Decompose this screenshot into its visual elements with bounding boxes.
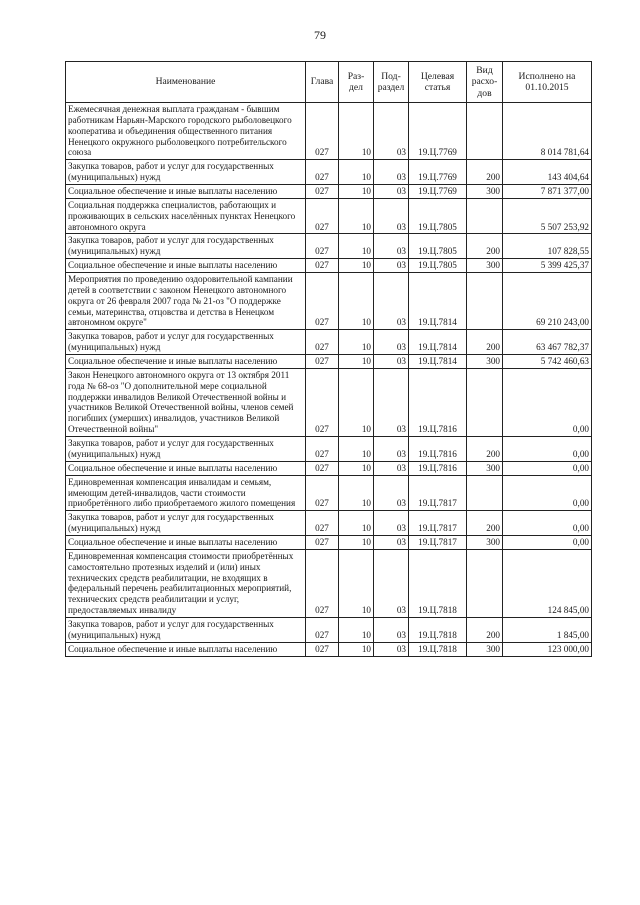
table-row bbox=[66, 259, 592, 273]
row-chapter: 027 bbox=[306, 475, 339, 511]
header-expense-type: Вид расхо- дов bbox=[467, 62, 503, 103]
row-name: Закупка товаров, работ и услуг для государственных (муниципальных) нужд bbox=[66, 511, 306, 536]
row-chapter: 027 bbox=[306, 330, 339, 355]
row-chapter: 027 bbox=[306, 198, 339, 234]
row-chapter: 027 bbox=[306, 103, 339, 160]
row-target-item: 19.Ц.7805 bbox=[409, 259, 467, 273]
table-row bbox=[66, 461, 592, 475]
row-target-item: 19.Ц.7817 bbox=[409, 475, 467, 511]
row-expense-type: 300 bbox=[467, 355, 503, 369]
row-section: 10 bbox=[339, 330, 374, 355]
row-name: Социальное обеспечение и иные выплаты населению bbox=[66, 259, 306, 273]
row-name: Единовременная компенсация инвалидам и семьям, имеющим детей-инвалидов, части стоимости приобретённого либо приобретаемого жилого помещения bbox=[66, 475, 306, 511]
header-section: Раз- дел bbox=[339, 62, 374, 103]
row-target-item: 19.Ц.7818 bbox=[409, 642, 467, 656]
row-expense-type: 200 bbox=[467, 234, 503, 259]
row-target-item: 19.Ц.7769 bbox=[409, 103, 467, 160]
row-amount: 7 871 377,00 bbox=[503, 185, 592, 199]
row-name: Закон Ненецкого автономного округа от 13 октября 2011 года № 68-оз "О дополнительной мере социальной поддержки инвалидов Великой Отечественной войны и участников Великой Отечественной войны, членов семей погибших (умерших) инвалидов, участников Великой Отечественной войны" bbox=[66, 368, 306, 436]
row-chapter: 027 bbox=[306, 437, 339, 462]
row-amount: 0,00 bbox=[503, 475, 592, 511]
row-target-item: 19.Ц.7805 bbox=[409, 234, 467, 259]
row-expense-type bbox=[467, 273, 503, 330]
row-expense-type: 300 bbox=[467, 461, 503, 475]
row-section: 10 bbox=[339, 535, 374, 549]
row-section: 10 bbox=[339, 198, 374, 234]
row-expense-type: 300 bbox=[467, 642, 503, 656]
row-subsection: 03 bbox=[374, 461, 409, 475]
table-row bbox=[66, 437, 592, 462]
header-executed: Исполнено на 01.10.2015 bbox=[503, 62, 592, 103]
row-subsection: 03 bbox=[374, 437, 409, 462]
table-row bbox=[66, 103, 592, 160]
header-subsection: Под- раздел bbox=[374, 62, 409, 103]
row-subsection: 03 bbox=[374, 160, 409, 185]
row-subsection: 03 bbox=[374, 330, 409, 355]
row-amount: 0,00 bbox=[503, 535, 592, 549]
row-subsection: 03 bbox=[374, 103, 409, 160]
header-target-item: Целевая статья bbox=[409, 62, 467, 103]
row-target-item: 19.Ц.7818 bbox=[409, 617, 467, 642]
table-row bbox=[66, 549, 592, 617]
table-row bbox=[66, 234, 592, 259]
row-expense-type: 200 bbox=[467, 160, 503, 185]
row-expense-type bbox=[467, 103, 503, 160]
row-name: Закупка товаров, работ и услуг для государственных (муниципальных) нужд bbox=[66, 617, 306, 642]
row-section: 10 bbox=[339, 273, 374, 330]
row-chapter: 027 bbox=[306, 511, 339, 536]
row-amount: 0,00 bbox=[503, 461, 592, 475]
row-section: 10 bbox=[339, 549, 374, 617]
row-amount: 107 828,55 bbox=[503, 234, 592, 259]
table-row bbox=[66, 198, 592, 234]
row-target-item: 19.Ц.7817 bbox=[409, 511, 467, 536]
row-section: 10 bbox=[339, 160, 374, 185]
row-chapter: 027 bbox=[306, 642, 339, 656]
row-name: Закупка товаров, работ и услуг для государственных (муниципальных) нужд bbox=[66, 330, 306, 355]
row-amount: 69 210 243,00 bbox=[503, 273, 592, 330]
row-expense-type bbox=[467, 198, 503, 234]
row-amount: 63 467 782,37 bbox=[503, 330, 592, 355]
row-expense-type bbox=[467, 549, 503, 617]
row-amount: 143 404,64 bbox=[503, 160, 592, 185]
row-section: 10 bbox=[339, 355, 374, 369]
row-chapter: 027 bbox=[306, 535, 339, 549]
page-number: 79 bbox=[314, 28, 326, 42]
table-row bbox=[66, 511, 592, 536]
row-expense-type: 300 bbox=[467, 259, 503, 273]
row-target-item: 19.Ц.7816 bbox=[409, 461, 467, 475]
row-section: 10 bbox=[339, 234, 374, 259]
row-amount: 5 742 460,63 bbox=[503, 355, 592, 369]
row-name: Социальное обеспечение и иные выплаты населению bbox=[66, 535, 306, 549]
row-section: 10 bbox=[339, 368, 374, 436]
row-target-item: 19.Ц.7814 bbox=[409, 273, 467, 330]
row-target-item: 19.Ц.7817 bbox=[409, 535, 467, 549]
row-chapter: 027 bbox=[306, 549, 339, 617]
row-target-item: 19.Ц.7769 bbox=[409, 185, 467, 199]
row-expense-type bbox=[467, 475, 503, 511]
row-section: 10 bbox=[339, 475, 374, 511]
row-subsection: 03 bbox=[374, 185, 409, 199]
row-section: 10 bbox=[339, 259, 374, 273]
row-section: 10 bbox=[339, 437, 374, 462]
row-subsection: 03 bbox=[374, 259, 409, 273]
row-target-item: 19.Ц.7814 bbox=[409, 355, 467, 369]
row-expense-type: 200 bbox=[467, 437, 503, 462]
row-amount: 123 000,00 bbox=[503, 642, 592, 656]
row-subsection: 03 bbox=[374, 535, 409, 549]
table-row bbox=[66, 160, 592, 185]
row-name: Ежемесячная денежная выплата гражданам - бывшим работникам Нарьян-Марского городского рыболовецкого кооператива и объединения общественного питания Ненецкого окружного рыболовецкого потребительского союза bbox=[66, 103, 306, 160]
row-expense-type: 300 bbox=[467, 535, 503, 549]
row-expense-type: 300 bbox=[467, 185, 503, 199]
table-row bbox=[66, 368, 592, 436]
row-expense-type bbox=[467, 368, 503, 436]
row-target-item: 19.Ц.7814 bbox=[409, 330, 467, 355]
budget-table bbox=[65, 61, 592, 657]
row-expense-type: 200 bbox=[467, 511, 503, 536]
row-section: 10 bbox=[339, 185, 374, 199]
table-row bbox=[66, 617, 592, 642]
header-chapter: Глава bbox=[306, 62, 339, 103]
row-amount: 5 399 425,37 bbox=[503, 259, 592, 273]
row-chapter: 027 bbox=[306, 160, 339, 185]
row-subsection: 03 bbox=[374, 234, 409, 259]
row-amount: 0,00 bbox=[503, 437, 592, 462]
row-subsection: 03 bbox=[374, 511, 409, 536]
row-target-item: 19.Ц.7816 bbox=[409, 437, 467, 462]
row-name: Единовременная компенсация стоимости приобретённых самостоятельно протезных изделий и (или) иных технических средств реабилитации, не входящих в федеральный перечень реабилитационных мероприятий, технических средств реабилитации и услуг, предоставляемых инвалиду bbox=[66, 549, 306, 617]
row-subsection: 03 bbox=[374, 617, 409, 642]
table-row bbox=[66, 642, 592, 656]
table-row bbox=[66, 330, 592, 355]
row-section: 10 bbox=[339, 511, 374, 536]
table-header-row bbox=[66, 62, 592, 103]
row-name: Закупка товаров, работ и услуг для государственных (муниципальных) нужд bbox=[66, 234, 306, 259]
row-name: Социальное обеспечение и иные выплаты населению bbox=[66, 461, 306, 475]
row-chapter: 027 bbox=[306, 355, 339, 369]
row-chapter: 027 bbox=[306, 259, 339, 273]
table-row bbox=[66, 273, 592, 330]
table-row bbox=[66, 475, 592, 511]
row-name: Социальное обеспечение и иные выплаты населению bbox=[66, 355, 306, 369]
row-subsection: 03 bbox=[374, 642, 409, 656]
row-name: Социальное обеспечение и иные выплаты населению bbox=[66, 642, 306, 656]
row-name: Мероприятия по проведению оздоровительной кампании детей в соответствии с законом Ненецкого автономного округа от 26 февраля 2007 года № 21-оз "О поддержке семьи, материнства, отцовства и детства в Ненецком автономном округе" bbox=[66, 273, 306, 330]
row-subsection: 03 bbox=[374, 273, 409, 330]
row-subsection: 03 bbox=[374, 198, 409, 234]
header-name: Наименование bbox=[66, 62, 306, 103]
row-chapter: 027 bbox=[306, 234, 339, 259]
row-amount: 5 507 253,92 bbox=[503, 198, 592, 234]
row-target-item: 19.Ц.7805 bbox=[409, 198, 467, 234]
row-amount: 1 845,00 bbox=[503, 617, 592, 642]
row-subsection: 03 bbox=[374, 368, 409, 436]
table-row bbox=[66, 185, 592, 199]
row-amount: 0,00 bbox=[503, 368, 592, 436]
row-subsection: 03 bbox=[374, 549, 409, 617]
row-target-item: 19.Ц.7769 bbox=[409, 160, 467, 185]
row-section: 10 bbox=[339, 461, 374, 475]
row-chapter: 027 bbox=[306, 617, 339, 642]
row-target-item: 19.Ц.7816 bbox=[409, 368, 467, 436]
row-chapter: 027 bbox=[306, 185, 339, 199]
row-section: 10 bbox=[339, 617, 374, 642]
table-body bbox=[66, 103, 592, 657]
row-target-item: 19.Ц.7818 bbox=[409, 549, 467, 617]
row-amount: 124 845,00 bbox=[503, 549, 592, 617]
row-section: 10 bbox=[339, 642, 374, 656]
row-subsection: 03 bbox=[374, 475, 409, 511]
table-row bbox=[66, 355, 592, 369]
row-chapter: 027 bbox=[306, 461, 339, 475]
row-name: Социальное обеспечение и иные выплаты населению bbox=[66, 185, 306, 199]
row-subsection: 03 bbox=[374, 355, 409, 369]
row-amount: 0,00 bbox=[503, 511, 592, 536]
row-section: 10 bbox=[339, 103, 374, 160]
row-amount: 8 014 781,64 bbox=[503, 103, 592, 160]
row-expense-type: 200 bbox=[467, 330, 503, 355]
row-chapter: 027 bbox=[306, 273, 339, 330]
row-expense-type: 200 bbox=[467, 617, 503, 642]
row-name: Закупка товаров, работ и услуг для государственных (муниципальных) нужд bbox=[66, 160, 306, 185]
row-name: Социальная поддержка специалистов, работающих и проживающих в сельских населённых пунктах Ненецкого автономного округа bbox=[66, 198, 306, 234]
table-row bbox=[66, 535, 592, 549]
row-name: Закупка товаров, работ и услуг для государственных (муниципальных) нужд bbox=[66, 437, 306, 462]
row-chapter: 027 bbox=[306, 368, 339, 436]
